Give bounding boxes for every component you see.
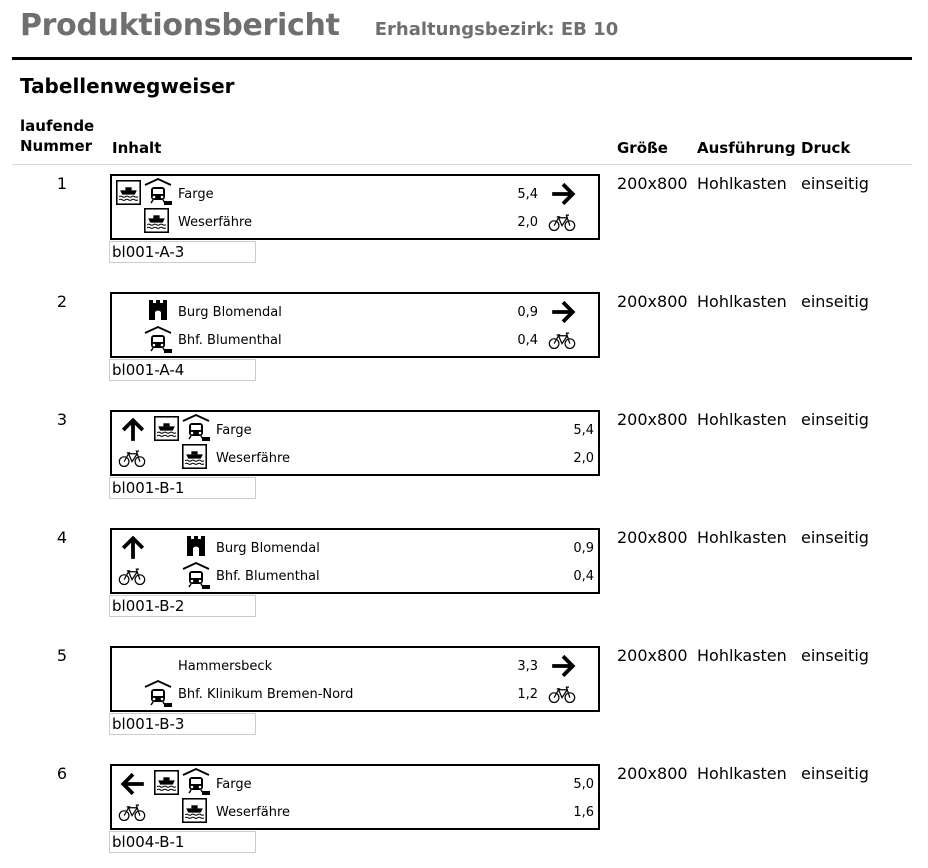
destination-label: Farge: [216, 423, 252, 438]
distance-value: 5,4: [517, 187, 538, 202]
ferry-icon: [154, 416, 179, 441]
signpost-preview: [110, 292, 600, 358]
sign-code: bl001-B-1: [109, 477, 256, 499]
table-row: [0, 174, 928, 274]
print-value: einseitig: [801, 528, 869, 547]
size-value: 200x800: [617, 646, 688, 665]
arrow-right-icon: [550, 299, 576, 325]
distance-value: 2,0: [573, 451, 594, 466]
ferry-icon: [144, 208, 169, 233]
distance-value: 0,9: [517, 305, 538, 320]
sign-code: bl001-A-4: [109, 359, 256, 381]
destination-label: Weserfähre: [178, 215, 253, 230]
entry-number: 6: [56, 764, 68, 783]
execution-value: Hohlkasten: [697, 174, 787, 193]
castle-icon: [146, 298, 170, 322]
arrow-right-icon: [550, 181, 576, 207]
bicycle-icon: [118, 568, 146, 586]
distance-value: 0,4: [517, 333, 538, 348]
arrow-left-icon: [120, 771, 146, 797]
distance-value: 2,0: [517, 215, 538, 230]
arrow-up-icon: [120, 417, 146, 443]
column-header-print: Druck: [801, 139, 851, 157]
size-value: 200x800: [617, 528, 688, 547]
ferry-icon: [116, 180, 141, 205]
distance-value: 1,6: [573, 805, 594, 820]
report-header: [20, 8, 618, 48]
page-title: Produktionsbericht: [20, 8, 340, 43]
size-value: 200x800: [617, 292, 688, 311]
train-station-icon: [182, 414, 210, 442]
size-value: 200x800: [617, 174, 688, 193]
entry-number: 2: [56, 292, 68, 311]
distance-value: 5,4: [573, 423, 594, 438]
execution-value: Hohlkasten: [697, 764, 787, 783]
train-station-icon: [182, 562, 210, 590]
destination-label: Farge: [216, 777, 252, 792]
train-station-icon: [144, 178, 172, 206]
destination-label: Bhf. Blumenthal: [178, 333, 282, 348]
sign-code: bl004-B-1: [109, 831, 256, 853]
signpost-preview: [110, 410, 600, 476]
execution-value: Hohlkasten: [697, 646, 787, 665]
sign-code: bl001-B-3: [109, 713, 256, 735]
entry-number: 3: [56, 410, 68, 429]
arrow-up-icon: [120, 535, 146, 561]
bicycle-icon: [548, 214, 576, 232]
bicycle-icon: [118, 450, 146, 468]
header-divider: [12, 57, 912, 60]
destination-label: Bhf. Blumenthal: [216, 569, 320, 584]
destination-label: Weserfähre: [216, 805, 291, 820]
destination-label: Bhf. Klinikum Bremen-Nord: [178, 687, 354, 702]
execution-value: Hohlkasten: [697, 528, 787, 547]
entry-number: 5: [56, 646, 68, 665]
print-value: einseitig: [801, 410, 869, 429]
bicycle-icon: [548, 686, 576, 704]
signpost-preview: [110, 646, 600, 712]
distance-value: 5,0: [573, 777, 594, 792]
bicycle-icon: [548, 332, 576, 350]
distance-value: 3,3: [517, 659, 538, 674]
signpost-preview: [110, 764, 600, 830]
column-header-execution: Ausführung: [697, 139, 796, 157]
print-value: einseitig: [801, 764, 869, 783]
column-header-content: Inhalt: [112, 139, 162, 157]
entry-number: 4: [56, 528, 68, 547]
ferry-icon: [182, 798, 207, 823]
print-value: einseitig: [801, 292, 869, 311]
ferry-icon: [182, 444, 207, 469]
arrow-right-icon: [550, 653, 576, 679]
table-row: [0, 764, 928, 864]
district-label: Erhaltungsbezirk: EB 10: [374, 19, 619, 40]
table-row: [0, 292, 928, 392]
train-station-icon: [144, 326, 172, 354]
sign-code: bl001-A-3: [109, 241, 256, 263]
train-station-icon: [144, 680, 172, 708]
destination-label: Hammersbeck: [178, 659, 273, 674]
table-row: [0, 646, 928, 746]
table-row: [0, 410, 928, 510]
destination-label: Farge: [178, 187, 214, 202]
destination-label: Weserfähre: [216, 451, 291, 466]
sign-code: bl001-B-2: [109, 595, 256, 617]
column-header-number: laufende Nummer: [20, 117, 95, 155]
size-value: 200x800: [617, 764, 688, 783]
train-station-icon: [182, 768, 210, 796]
distance-value: 0,4: [573, 569, 594, 584]
print-value: einseitig: [801, 174, 869, 193]
distance-value: 1,2: [517, 687, 538, 702]
bicycle-icon: [118, 804, 146, 822]
execution-value: Hohlkasten: [697, 410, 787, 429]
execution-value: Hohlkasten: [697, 292, 787, 311]
distance-value: 0,9: [573, 541, 594, 556]
entry-number: 1: [56, 174, 68, 193]
ferry-icon: [154, 770, 179, 795]
table-row: [0, 528, 928, 628]
castle-icon: [184, 534, 208, 558]
section-title: Tabellenwegweiser: [20, 74, 235, 98]
header-rule: [12, 164, 912, 165]
destination-label: Burg Blomendal: [178, 305, 282, 320]
signpost-preview: [110, 174, 600, 240]
destination-label: Burg Blomendal: [216, 541, 320, 556]
signpost-preview: [110, 528, 600, 594]
column-header-size: Größe: [617, 139, 668, 157]
size-value: 200x800: [617, 410, 688, 429]
print-value: einseitig: [801, 646, 869, 665]
